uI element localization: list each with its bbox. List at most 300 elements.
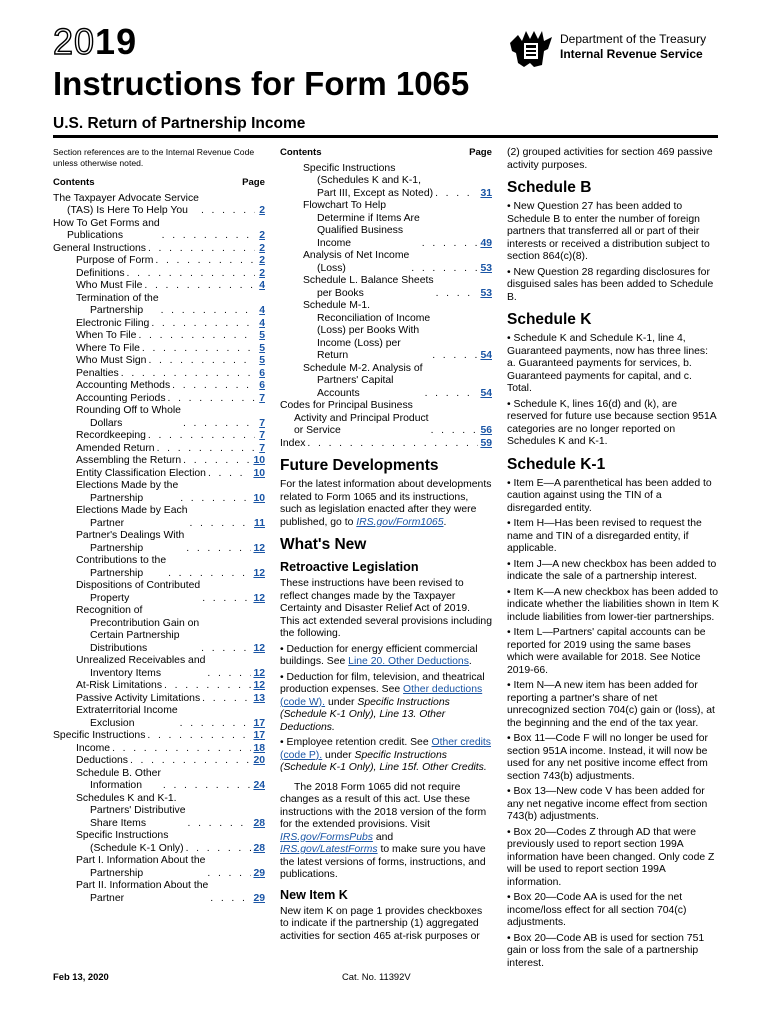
toc-page-link[interactable]: 2 bbox=[259, 242, 265, 254]
toc-entry-line: Return bbox=[317, 350, 349, 361]
toc-entry-label bbox=[76, 455, 181, 468]
toc-entry-line: Extraterritorial Income bbox=[76, 705, 178, 716]
toc-entry-line: Recordkeeping bbox=[76, 430, 146, 441]
list-item: • Item L—Partners' capital accounts can be reported for 2019 using the same bases which were available for 2018. See Notice 2019-66. bbox=[507, 627, 719, 677]
toc-entry-line: Schedule L. Balance Sheets bbox=[303, 275, 434, 286]
toc-entry-line: Rounding Off to Whole bbox=[76, 405, 181, 416]
schedule-k-heading: Schedule K bbox=[507, 311, 592, 328]
toc-leader-dots bbox=[186, 543, 251, 556]
column-3 bbox=[507, 147, 719, 973]
list-item: • Box 20—Codes Z through AD that were previously used to report section 199A information have been changed. Only code Z will be used to report section 199A information. bbox=[507, 827, 719, 890]
list-item: • Item K—A new checkbox has been added to indicate whether the liabilities shown in Item K include liabilities from lower-tier partnerships. bbox=[507, 587, 719, 625]
toc-entry[interactable] bbox=[53, 680, 265, 693]
toc-entry-line: Partnership bbox=[90, 492, 144, 504]
toc-entry-label bbox=[76, 368, 119, 381]
toc-entry[interactable] bbox=[53, 318, 265, 331]
toc-leader-dots bbox=[180, 718, 252, 731]
toc-entry-line: Where To File bbox=[76, 342, 140, 354]
toc-entry-line: Specific Instructions bbox=[76, 830, 169, 841]
table-of-contents-continued bbox=[280, 163, 492, 451]
toc-entry[interactable] bbox=[53, 430, 265, 443]
toc-entry[interactable] bbox=[53, 743, 265, 756]
toc-leader-dots bbox=[148, 430, 255, 443]
toc-page-link[interactable]: 28 bbox=[253, 842, 265, 854]
toc-page-link[interactable]: 4 bbox=[259, 305, 265, 316]
toc-leader-dots bbox=[436, 288, 479, 301]
toc-page-link[interactable]: 28 bbox=[253, 817, 265, 829]
toc-entry-line: (Schedule K-1 Only) bbox=[90, 842, 184, 854]
toc-entry[interactable] bbox=[53, 330, 265, 343]
toc-entry-line: Accounting Methods bbox=[76, 380, 171, 391]
toc-page-link[interactable]: 5 bbox=[259, 330, 265, 341]
toc-entry-label bbox=[76, 555, 166, 580]
toc-entry-label bbox=[76, 655, 205, 680]
contents-label: Contents bbox=[53, 177, 95, 188]
toc-leader-dots bbox=[127, 268, 255, 281]
toc-leader-dots bbox=[188, 818, 252, 831]
toc-leader-dots bbox=[168, 568, 251, 581]
toc-entry-line: When To File bbox=[76, 330, 137, 341]
toc-entry-label bbox=[53, 243, 146, 256]
future-developments-text: For the latest information about developments related to Form 1065 and its instructions, such as legislation enacted after they were published, go to IRS.gov/Form1065. bbox=[280, 479, 492, 528]
document-subtitle: U.S. Return of Partnership Income bbox=[53, 115, 306, 132]
toc-entry-line: Schedule B. Other bbox=[76, 767, 161, 779]
list-item: • Box 20—Code AB is used for section 751 gain or loss from the sale of a partnership interest. bbox=[507, 933, 719, 971]
toc-entry-line: Assembling the Return bbox=[76, 455, 182, 466]
list-item: • Item H—Has been revised to request the name and TIN of a disregarded entity, if applicable. bbox=[507, 518, 719, 556]
toc-entry-line: Precontribution Gain on bbox=[90, 617, 200, 629]
line20-link[interactable]: Line 20. Other Deductions bbox=[348, 656, 469, 667]
toc-entry-label bbox=[76, 680, 162, 693]
toc-leader-dots bbox=[155, 255, 255, 268]
formspubs-link[interactable]: IRS.gov/FormsPubs bbox=[280, 831, 373, 843]
toc-page-link[interactable]: 4 bbox=[259, 317, 265, 329]
column-2 bbox=[280, 147, 492, 946]
toc-page-link[interactable]: 2 bbox=[259, 205, 265, 216]
toc-leader-dots bbox=[148, 355, 255, 368]
toc-page-link[interactable]: 53 bbox=[480, 262, 492, 274]
agency-name: Internal Revenue Service bbox=[560, 47, 703, 61]
toc-entry-label bbox=[76, 605, 199, 655]
code-note: Section references are to the Internal Revenue Code unless otherwise noted. bbox=[53, 147, 255, 168]
column-1 bbox=[53, 147, 265, 905]
toc-leader-dots bbox=[161, 305, 255, 318]
toc-entry[interactable] bbox=[53, 705, 265, 730]
toc-entry[interactable] bbox=[53, 368, 265, 381]
department-name: Department of the Treasury bbox=[560, 32, 707, 46]
toc-entry[interactable] bbox=[280, 300, 492, 363]
toc-page-link[interactable]: 12 bbox=[253, 567, 265, 579]
page-label: Page bbox=[242, 177, 265, 188]
latestforms-link[interactable]: IRS.gov/LatestForms bbox=[280, 844, 378, 855]
footer-date: Feb 13, 2020 bbox=[53, 971, 109, 982]
toc-entry-label bbox=[76, 530, 184, 555]
toc-entry-line: per Books bbox=[317, 287, 364, 299]
toc-entry-line: Accounting Periods bbox=[76, 392, 166, 404]
toc-entry-line: Activity and Principal Product bbox=[294, 412, 429, 424]
toc-entry-label bbox=[76, 330, 136, 343]
toc-entry-line: Codes for Principal Business bbox=[280, 400, 413, 411]
toc-entry[interactable] bbox=[53, 580, 265, 605]
other-credits-link[interactable]: Other credits (code P). bbox=[280, 737, 491, 761]
contents-label: Contents bbox=[280, 147, 322, 158]
toc-entry[interactable] bbox=[280, 438, 492, 451]
toc-leader-dots bbox=[201, 643, 251, 656]
toc-entry[interactable] bbox=[53, 393, 265, 406]
toc-page-link[interactable]: 59 bbox=[480, 437, 492, 449]
toc-entry-line: Part III, Except as Noted) bbox=[317, 187, 434, 199]
toc-entry-line: Dollars bbox=[90, 417, 123, 429]
document-title: Instructions for Form 1065 bbox=[53, 65, 470, 102]
toc-page-link[interactable]: 49 bbox=[480, 237, 492, 249]
toc-entry-line: Flowchart To Help bbox=[303, 200, 386, 211]
toc-entry[interactable] bbox=[53, 293, 265, 318]
toc-page-link[interactable]: 2 bbox=[259, 255, 265, 266]
toc-entry-label bbox=[76, 430, 146, 443]
toc-entry-line: Reconciliation of Income bbox=[317, 312, 431, 324]
toc-entry-label bbox=[76, 280, 142, 293]
schedule-b-heading: Schedule B bbox=[507, 179, 592, 196]
toc-entry[interactable] bbox=[53, 768, 265, 793]
toc-entry-line: Entity Classification Election bbox=[76, 467, 206, 479]
toc-leader-dots bbox=[162, 230, 255, 243]
toc-page-link[interactable]: 56 bbox=[480, 425, 492, 436]
toc-entry-line: Inventory Items bbox=[90, 667, 162, 679]
toc-page-link[interactable]: 7 bbox=[259, 392, 265, 404]
toc-entry-line: Dispositions of Contributed bbox=[76, 580, 201, 591]
toc-page-link[interactable]: 6 bbox=[259, 380, 265, 391]
form1065-link[interactable]: IRS.gov/Form1065 bbox=[356, 516, 444, 528]
toc-entry-line: Property bbox=[90, 592, 130, 604]
toc-entry-line: Specific Instructions bbox=[53, 730, 146, 741]
schedule-k-list bbox=[507, 333, 719, 449]
new-item-k-heading: New Item K bbox=[280, 887, 348, 902]
toc-entry-line: (Schedules K and K-1, bbox=[317, 175, 421, 186]
other-deductions-link[interactable]: Other deductions (code W). bbox=[280, 684, 483, 708]
intro-text: (2) grouped activities for section 469 passive activity purposes. bbox=[507, 147, 713, 171]
toc-header bbox=[280, 147, 492, 160]
toc-entry-line: Penalties bbox=[76, 367, 119, 379]
toc-entry-line: Passive Activity Limitations bbox=[76, 692, 201, 704]
toc-page-link[interactable]: 12 bbox=[253, 642, 265, 654]
list-item: • Item J—A new checkbox has been added to indicate the sale of a partnership interest. bbox=[507, 559, 719, 584]
toc-entry[interactable] bbox=[280, 275, 492, 300]
toc-leader-dots bbox=[172, 380, 255, 393]
header-rule bbox=[53, 135, 718, 138]
toc-entry-line: Schedules K and K-1. bbox=[76, 792, 177, 804]
toc-page-link[interactable]: 53 bbox=[480, 287, 492, 299]
toc-entry-label bbox=[76, 793, 186, 831]
toc-page-link[interactable]: 54 bbox=[480, 387, 492, 399]
toc-entry-line: Partnership bbox=[90, 305, 144, 316]
toc-page-link[interactable]: 7 bbox=[259, 430, 265, 441]
toc-page-link[interactable]: 10 bbox=[253, 467, 265, 479]
toc-entry-line: Who Must Sign bbox=[76, 355, 147, 366]
list-item: • Deduction for energy efficient commercial buildings. See Line 20. Other Deductions. bbox=[280, 644, 492, 669]
toc-page-link[interactable]: 6 bbox=[259, 367, 265, 379]
toc-entry-line: Part I. Information About the bbox=[76, 855, 206, 866]
toc-leader-dots bbox=[144, 280, 255, 293]
toc-entry-label bbox=[76, 380, 170, 393]
tax-year bbox=[53, 21, 138, 62]
toc-entry[interactable] bbox=[53, 480, 265, 505]
toc-leader-dots bbox=[121, 368, 255, 381]
toc-header bbox=[53, 177, 265, 190]
toc-entry-line: Partnership bbox=[90, 867, 144, 879]
toc-page-link[interactable]: 12 bbox=[253, 592, 265, 604]
toc-entry[interactable] bbox=[53, 243, 265, 256]
toc-entry-label bbox=[303, 250, 409, 275]
toc-entry-line: Accounts bbox=[317, 387, 360, 399]
toc-entry-line: General Instructions bbox=[53, 242, 146, 254]
toc-entry-line: At-Risk Limitations bbox=[76, 680, 163, 691]
toc-entry[interactable] bbox=[53, 455, 265, 468]
toc-entry-line: Partnership bbox=[90, 542, 144, 554]
toc-entry-line: The Taxpayer Advocate Service bbox=[53, 192, 199, 204]
list-item: • New Question 27 has been added to Schedule B to enter the number of foreign partners that transferred all or part of their interests or received a distribution subject to section 864(c)(8). bbox=[507, 201, 719, 264]
toc-entry-line: Income bbox=[76, 742, 111, 754]
toc-entry[interactable] bbox=[53, 755, 265, 768]
toc-leader-dots bbox=[138, 330, 255, 343]
toc-entry-line: (TAS) Is Here To Help You bbox=[67, 205, 188, 216]
footer-catalog-number: Cat. No. 11392V bbox=[342, 971, 411, 982]
toc-entry-line: Amended Return bbox=[76, 442, 155, 454]
toc-entry-line: Information bbox=[90, 780, 142, 791]
toc-leader-dots bbox=[130, 755, 251, 768]
toc-entry-label bbox=[76, 880, 208, 905]
toc-entry-label bbox=[303, 200, 420, 250]
future-developments-heading: Future Developments bbox=[280, 457, 439, 474]
toc-page-link[interactable]: 11 bbox=[254, 517, 265, 529]
toc-entry-line: Publications bbox=[67, 230, 124, 241]
toc-entry-label bbox=[76, 505, 187, 530]
toc-leader-dots bbox=[411, 263, 478, 276]
toc-entry-line: Part II. Information About the bbox=[76, 880, 209, 891]
toc-page-link[interactable]: 24 bbox=[253, 780, 265, 791]
toc-entry-label bbox=[76, 355, 146, 368]
toc-entry[interactable] bbox=[53, 468, 265, 481]
list-item: • Deduction for film, television, and theatrical production expenses. See Other deductions (code W). under Specific Instructions (Schedule K-1 Only), Line 13. Other Deductions. bbox=[280, 672, 492, 735]
toc-leader-dots bbox=[164, 680, 251, 693]
toc-entry-label bbox=[76, 830, 184, 855]
toc-entry-label bbox=[76, 755, 128, 768]
toc-leader-dots bbox=[151, 318, 255, 331]
toc-leader-dots bbox=[186, 843, 252, 856]
toc-entry[interactable] bbox=[280, 200, 492, 250]
toc-entry-label bbox=[76, 768, 161, 793]
toc-entry-label bbox=[76, 705, 178, 730]
toc-leader-dots bbox=[142, 343, 255, 356]
toc-entry-label bbox=[76, 268, 125, 281]
toc-page-link[interactable]: 10 bbox=[253, 492, 265, 504]
toc-entry-line: Partner bbox=[90, 517, 125, 529]
toc-entry-label bbox=[303, 163, 433, 201]
list-item: • Employee retention credit. See Other credits (code P). under Specific Instructions (Schedule K-1 Only), Line 15f. Other Credits. bbox=[280, 737, 492, 775]
toc-entry-line: Certain Partnership bbox=[90, 630, 180, 641]
toc-page-link[interactable]: 31 bbox=[480, 187, 492, 199]
toc-entry-label bbox=[76, 405, 181, 430]
schedule-k1-list bbox=[507, 478, 719, 971]
toc-entry-label bbox=[53, 193, 199, 218]
toc-entry[interactable] bbox=[53, 693, 265, 706]
toc-entry-label bbox=[76, 855, 205, 880]
toc-entry[interactable] bbox=[53, 730, 265, 743]
toc-entry-label bbox=[303, 275, 434, 300]
toc-entry-label bbox=[76, 443, 155, 456]
toc-page-link[interactable]: 4 bbox=[259, 280, 265, 291]
toc-page-link[interactable]: 29 bbox=[253, 892, 265, 904]
toc-page-link[interactable]: 18 bbox=[253, 742, 265, 754]
toc-entry-line: Qualified Business bbox=[317, 225, 404, 236]
list-item: • New Question 28 regarding disclosures for disguised sales has been added to Schedule B. bbox=[507, 267, 719, 305]
whats-new-heading: What's New bbox=[280, 536, 367, 553]
toc-entry-line: Definitions bbox=[76, 267, 125, 279]
toc-leader-dots bbox=[201, 205, 255, 218]
toc-entry[interactable] bbox=[53, 343, 265, 356]
toc-entry-label bbox=[303, 363, 423, 401]
toc-page-link[interactable]: 7 bbox=[259, 417, 265, 429]
toc-entry[interactable] bbox=[53, 505, 265, 530]
toc-leader-dots bbox=[435, 188, 478, 201]
toc-entry-label bbox=[76, 743, 110, 756]
toc-entry[interactable] bbox=[280, 250, 492, 275]
toc-entry[interactable] bbox=[53, 443, 265, 456]
list-item: • Item N—A new item has been added for reporting a partner's share of net unrecognized section 704(c) gain or (loss), at the beginning and the end of the tax year. bbox=[507, 680, 719, 730]
retroactive-legislation-heading: Retroactive Legislation bbox=[280, 560, 419, 574]
toc-entry-line: (Loss) bbox=[317, 262, 346, 274]
toc-leader-dots bbox=[183, 418, 255, 431]
toc-entry[interactable] bbox=[53, 405, 265, 430]
toc-leader-dots bbox=[168, 393, 255, 406]
toc-page-link[interactable]: 7 bbox=[259, 442, 265, 454]
toc-entry-line: Who Must File bbox=[76, 280, 143, 291]
toc-entry[interactable] bbox=[53, 793, 265, 831]
toc-entry[interactable] bbox=[53, 605, 265, 655]
toc-entry[interactable] bbox=[280, 363, 492, 401]
list-item: • Box 20—Code AA is used for the net income/loss effect for all section 704(c) adjustments. bbox=[507, 892, 719, 930]
toc-entry-label bbox=[280, 438, 305, 451]
toc-page-link[interactable]: 2 bbox=[259, 230, 265, 241]
toc-entry[interactable] bbox=[53, 255, 265, 268]
toc-leader-dots bbox=[163, 780, 252, 793]
toc-page-link[interactable]: 17 bbox=[253, 730, 265, 741]
agency-block bbox=[508, 29, 720, 69]
toc-entry-line: (Loss) per Books With bbox=[317, 325, 420, 336]
toc-leader-dots bbox=[189, 518, 252, 531]
toc-entry-line: Share Items bbox=[90, 817, 147, 829]
toc-entry-line: Schedule M-1. bbox=[303, 300, 370, 311]
toc-entry-line: Elections Made by Each bbox=[76, 505, 188, 516]
toc-page-link[interactable]: 17 bbox=[253, 717, 265, 729]
toc-page-link[interactable]: 5 bbox=[259, 342, 265, 354]
toc-leader-dots bbox=[157, 443, 255, 456]
toc-page-link[interactable]: 5 bbox=[259, 355, 265, 366]
toc-leader-dots bbox=[112, 743, 251, 756]
toc-entry[interactable] bbox=[53, 830, 265, 855]
toc-entry[interactable] bbox=[53, 855, 265, 880]
toc-leader-dots bbox=[147, 730, 251, 743]
toc-entry-label bbox=[76, 693, 200, 706]
toc-entry-label bbox=[53, 730, 145, 743]
toc-leader-dots bbox=[202, 593, 251, 606]
toc-leader-dots bbox=[432, 350, 478, 363]
toc-leader-dots bbox=[207, 668, 251, 681]
toc-entry-label bbox=[280, 400, 429, 438]
toc-entry-label bbox=[76, 343, 140, 356]
toc-entry-line: Index bbox=[280, 437, 306, 449]
toc-entry-label bbox=[76, 293, 159, 318]
toc-entry-label bbox=[76, 393, 166, 406]
toc-page-link[interactable]: 10 bbox=[253, 455, 265, 466]
toc-entry-label bbox=[76, 318, 149, 331]
toc-entry-line: How To Get Forms and bbox=[53, 217, 160, 229]
toc-entry-label bbox=[76, 480, 178, 505]
toc-page-link[interactable]: 12 bbox=[253, 667, 265, 679]
toc-entry[interactable] bbox=[53, 880, 265, 905]
toc-page-link[interactable]: 2 bbox=[259, 267, 265, 279]
toc-entry-line: Contributions to the bbox=[76, 555, 167, 566]
toc-entry-line: Partner's Dealings With bbox=[76, 530, 185, 541]
toc-entry[interactable] bbox=[53, 530, 265, 555]
toc-entry-line: Electronic Filing bbox=[76, 317, 150, 329]
toc-entry-label bbox=[76, 580, 200, 605]
toc-leader-dots bbox=[208, 468, 251, 481]
toc-entry[interactable] bbox=[53, 280, 265, 293]
toc-entry[interactable] bbox=[53, 268, 265, 281]
toc-entry-line: Income bbox=[317, 237, 352, 249]
toc-entry-line: Schedule M-2. Analysis of bbox=[303, 362, 423, 374]
table-of-contents bbox=[53, 193, 265, 906]
toc-leader-dots bbox=[307, 438, 478, 451]
toc-entry[interactable] bbox=[53, 218, 265, 243]
new-item-k-text: New item K on page 1 provides checkboxes to indicate if the partnership (1) aggregated activities for section 465 at-risk purposes or bbox=[280, 905, 483, 942]
toc-entry[interactable] bbox=[53, 193, 265, 218]
toc-leader-dots bbox=[207, 868, 251, 881]
toc-page-link[interactable]: 12 bbox=[253, 680, 265, 691]
page-label: Page bbox=[469, 147, 492, 158]
list-item: • Schedule K and Schedule K-1, line 4, Guaranteed payments, now has three lines: a. Guaranteed payments for services, b. Guaranteed payments for capital, and c. Total. bbox=[507, 333, 719, 396]
toc-entry-label bbox=[53, 218, 160, 243]
toc-entry-line: Analysis of Net Income bbox=[303, 250, 410, 261]
toc-page-link[interactable]: 29 bbox=[253, 867, 265, 879]
toc-entry-line: Recognition of bbox=[76, 605, 143, 616]
toc-page-link[interactable]: 13 bbox=[253, 692, 265, 704]
toc-entry-line: Unrealized Receivables and bbox=[76, 655, 206, 666]
toc-entry[interactable] bbox=[53, 355, 265, 368]
toc-page-link[interactable]: 20 bbox=[253, 755, 265, 766]
toc-entry[interactable] bbox=[280, 400, 492, 438]
toc-entry[interactable] bbox=[53, 555, 265, 580]
toc-entry[interactable] bbox=[280, 163, 492, 201]
toc-leader-dots bbox=[431, 425, 479, 438]
toc-entry[interactable] bbox=[53, 380, 265, 393]
toc-leader-dots bbox=[425, 388, 479, 401]
year-outline: 20 bbox=[53, 21, 96, 62]
toc-entry-line: Partners' Capital bbox=[317, 375, 394, 386]
list-item: • Box 11—Code F will no longer be used for section 951A income. Instead, it will now be used for any net positive income effect from section 743(b) adjustments. bbox=[507, 733, 719, 783]
toc-entry-line: or Service bbox=[294, 425, 341, 436]
toc-leader-dots bbox=[148, 243, 255, 256]
retroactive-text: These instructions have been revised to reflect changes made by the Taxpayer Certainty and Disaster Relief Act of 2019. This act extended several provisions including the following. bbox=[280, 578, 492, 639]
toc-entry-label bbox=[303, 300, 430, 363]
toc-page-link[interactable]: 54 bbox=[480, 350, 492, 361]
toc-entry-line: Termination of the bbox=[76, 292, 159, 304]
toc-entry[interactable] bbox=[53, 655, 265, 680]
toc-page-link[interactable]: 12 bbox=[253, 542, 265, 554]
form-2018-text: The 2018 Form 1065 did not require changes as a result of this act. Use these instructions with the 2018 version of the form for the extended provisions. Visit IRS.gov/FormsPubs and IRS.gov/LatestForms to make sure you have the latest versions of forms, instructions, and publications. bbox=[280, 781, 487, 880]
toc-leader-dots bbox=[210, 893, 251, 906]
toc-entry-label bbox=[76, 468, 206, 481]
